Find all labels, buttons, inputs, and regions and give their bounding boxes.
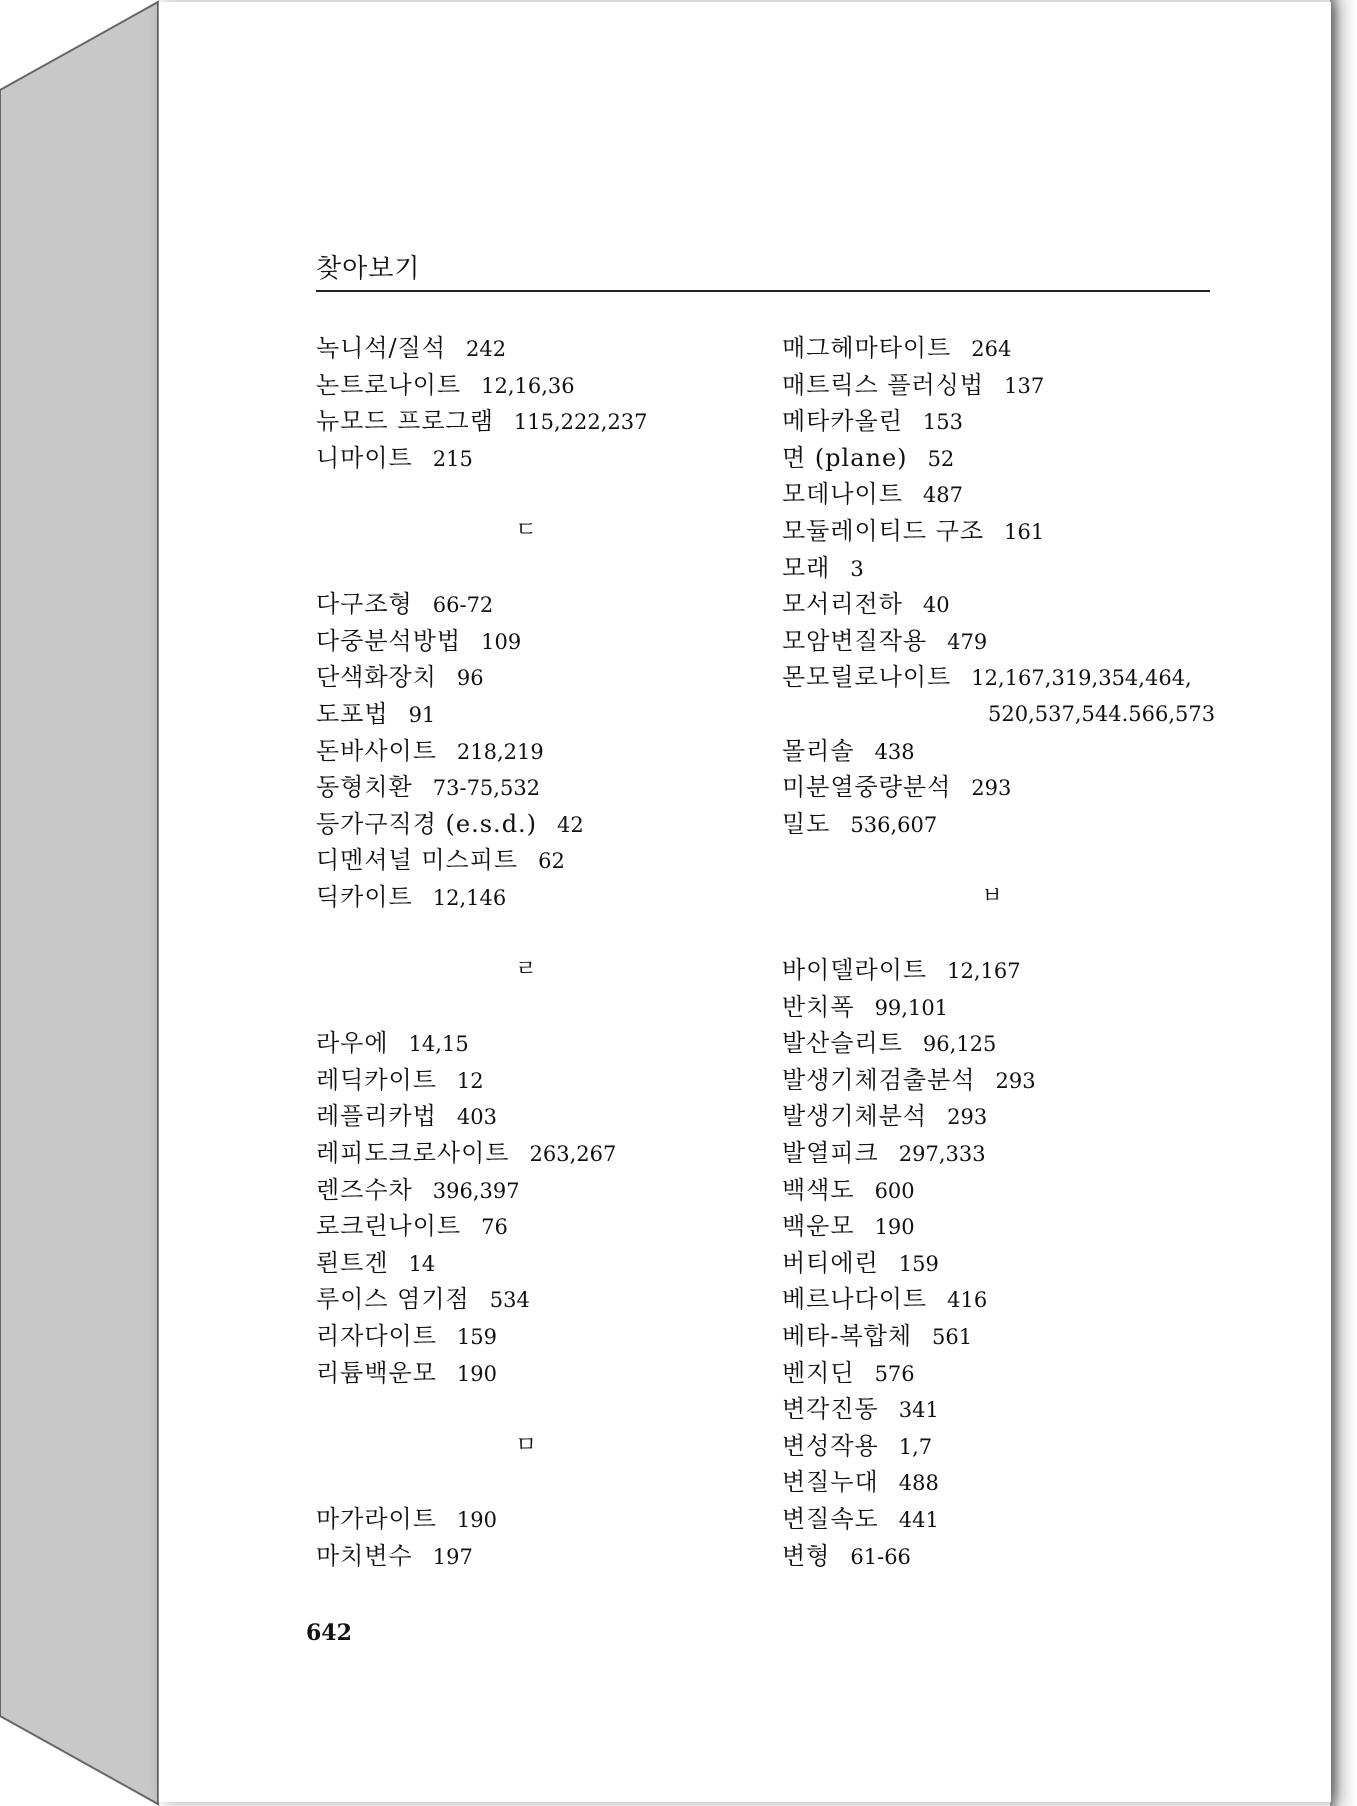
- index-entry: [782, 659, 1222, 696]
- index-page-refs: 190: [456, 1508, 498, 1532]
- index-entry: [316, 623, 746, 660]
- index-term: 모래: [782, 553, 831, 582]
- index-term: 논트로나이트: [316, 370, 462, 399]
- index-entry: [316, 1245, 746, 1282]
- index-page-refs: 341: [898, 1398, 939, 1423]
- index-page-refs: 115,222,237: [513, 410, 648, 435]
- index-entry: [782, 1025, 1222, 1062]
- section-heading-letter: ㅁ: [515, 1432, 537, 1458]
- index-term: 리자다이트: [316, 1322, 437, 1351]
- spacer: [316, 476, 746, 513]
- index-page-refs: 536,607: [850, 812, 938, 837]
- index-page-refs: 96: [456, 666, 484, 691]
- index-term: 메타카올린: [782, 407, 903, 436]
- index-entry: [316, 1538, 746, 1575]
- index-term: 마치변수: [316, 1541, 413, 1570]
- index-entry: [782, 1538, 1222, 1575]
- spacer: [316, 550, 746, 587]
- index-page-refs: 1,7: [898, 1434, 933, 1459]
- index-term: 발생기체분석: [782, 1102, 928, 1131]
- index-term: 등가구직경 (e.s.d.): [316, 809, 538, 838]
- page-number: 642: [306, 1620, 352, 1646]
- index-term: 면 (plane): [782, 443, 908, 472]
- index-entry: [782, 476, 1222, 513]
- index-term: 레피도크로사이트: [316, 1139, 510, 1168]
- index-term: 뉴모드 프로그램: [316, 407, 494, 436]
- index-entry: [782, 440, 1222, 477]
- index-page-refs: 96,125: [922, 1032, 997, 1057]
- index-entry: [782, 1098, 1222, 1135]
- index-term: 도포법: [316, 699, 389, 728]
- index-page-refs: 99,101: [874, 995, 949, 1020]
- index-term: 동형치환: [316, 773, 413, 802]
- index-entry: [316, 769, 746, 806]
- index-page-refs: 42: [557, 812, 584, 837]
- index-entry: [782, 989, 1222, 1026]
- index-page-refs: 76: [481, 1215, 508, 1240]
- index-entry: [782, 1501, 1222, 1538]
- index-page-refs: 403: [456, 1105, 498, 1130]
- index-page-refs: 263,267: [529, 1142, 617, 1167]
- index-page-refs-continued: 520,537,544.566,573: [988, 701, 1216, 726]
- spacer: [316, 1391, 746, 1428]
- index-term: 니마이트: [316, 443, 413, 472]
- index-entry: [316, 1098, 746, 1135]
- index-page-refs: 438: [874, 739, 915, 764]
- index-term: 다구조형: [316, 590, 413, 619]
- index-page-refs: 293: [971, 776, 1012, 801]
- index-term: 발생기체검출분석: [782, 1065, 976, 1094]
- index-entry: [782, 1172, 1222, 1209]
- index-page-refs: 40: [922, 593, 950, 618]
- index-term: 다중분석방법: [316, 626, 462, 655]
- index-entry: [316, 659, 746, 696]
- index-term: 발열피크: [782, 1139, 879, 1168]
- section-heading-letter: ㄹ: [515, 957, 537, 983]
- index-term: 모듈레이티드 구조: [782, 516, 985, 545]
- index-page-refs: 159: [456, 1325, 498, 1350]
- index-term: 돈바사이트: [316, 736, 437, 765]
- index-entry: [782, 1355, 1222, 1392]
- index-column-right: [782, 330, 1222, 1574]
- index-page-refs: 61-66: [850, 1544, 911, 1569]
- index-entry: [316, 1355, 746, 1392]
- index-term: 변성작용: [782, 1431, 879, 1460]
- index-page-refs: 91: [408, 702, 436, 727]
- index-page-refs: 487: [922, 483, 964, 508]
- index-term: 백운모: [782, 1212, 855, 1241]
- index-entry: [316, 696, 746, 733]
- index-entry: [316, 733, 746, 770]
- index-entry: [782, 1428, 1222, 1465]
- index-page-refs: 600: [874, 1178, 915, 1203]
- index-page-refs: 197: [432, 1544, 473, 1569]
- index-page-refs: 159: [898, 1251, 939, 1276]
- header-divider: [316, 290, 1210, 292]
- index-page-refs: 52: [927, 446, 955, 471]
- index-entry: [782, 1318, 1222, 1355]
- index-entry: [782, 367, 1222, 404]
- index-page-refs: 242: [466, 337, 507, 361]
- index-page-refs: 73-75,532: [432, 776, 541, 801]
- index-entry: [782, 952, 1222, 989]
- index-entry: [782, 330, 1222, 367]
- index-entry: [316, 1501, 746, 1538]
- index-page-refs: 297,333: [898, 1142, 986, 1167]
- index-entry: [782, 769, 1222, 806]
- index-term: 반치폭: [782, 992, 855, 1021]
- index-term: 변질속도: [782, 1505, 879, 1533]
- index-entry: [316, 1025, 746, 1062]
- section-heading-letter: ㅂ: [981, 883, 1003, 909]
- index-term: 벤지딘: [782, 1358, 855, 1387]
- section-heading-letter: ㄷ: [515, 517, 537, 543]
- index-entry: [782, 513, 1222, 550]
- index-term: 단색화장치: [316, 663, 437, 692]
- spacer: [316, 989, 746, 1026]
- index-term: 녹니석/질석: [316, 334, 447, 362]
- index-page-refs: 293: [947, 1105, 988, 1130]
- index-page-refs: 190: [456, 1361, 498, 1386]
- index-entry: [316, 1318, 746, 1355]
- index-entry: [316, 1172, 746, 1209]
- index-page-refs: 137: [1004, 373, 1045, 398]
- index-term: 매그헤마타이트: [782, 334, 952, 362]
- index-entry: [316, 1208, 746, 1245]
- spacer: [316, 916, 746, 953]
- index-term: 바이델라이트: [782, 956, 928, 985]
- index-page-refs: 109: [481, 629, 522, 654]
- index-entry: [316, 1062, 746, 1099]
- index-entry: [782, 1135, 1222, 1172]
- index-term: 변질누대: [782, 1468, 879, 1497]
- index-term: 로크린나이트: [316, 1212, 462, 1241]
- index-term: 라우에: [316, 1029, 389, 1058]
- index-entry: [316, 1281, 746, 1318]
- index-page-refs: 561: [932, 1325, 973, 1350]
- index-term: 백색도: [782, 1175, 855, 1204]
- index-entry: [782, 806, 1222, 843]
- index-term: 미분열중량분석: [782, 773, 952, 802]
- index-entry: [316, 367, 746, 404]
- page-title: 찾아보기: [316, 254, 421, 284]
- index-term: 변각진동: [782, 1395, 879, 1424]
- index-term: 모서리전하: [782, 590, 903, 619]
- index-page-refs: 3: [850, 556, 864, 581]
- index-page-refs: 534: [489, 1288, 530, 1313]
- index-entry: [316, 330, 746, 367]
- index-term: 변형: [782, 1541, 831, 1570]
- page-edge-shadow: [1330, 0, 1357, 1806]
- index-entry: [782, 403, 1222, 440]
- index-page-refs: 293: [995, 1068, 1036, 1093]
- book-spine-side: [0, 0, 160, 1806]
- index-term: 렌즈수차: [316, 1175, 413, 1204]
- index-entry: [782, 1208, 1222, 1245]
- index-entry: [316, 806, 746, 843]
- index-page-refs: 479: [947, 629, 988, 654]
- index-page-refs: 218,219: [456, 739, 544, 764]
- index-entry: [782, 1464, 1222, 1501]
- index-page-refs: 396,397: [432, 1178, 520, 1203]
- index-term: 모암변질작용: [782, 626, 928, 655]
- index-page-refs: 190: [874, 1215, 915, 1240]
- index-page-refs: 62: [538, 849, 565, 874]
- index-entry: [316, 879, 746, 916]
- index-entry: [316, 1135, 746, 1172]
- index-entry: [782, 1062, 1222, 1099]
- index-page-refs: 416: [947, 1288, 988, 1313]
- index-entry: [316, 842, 746, 879]
- index-page-refs: 14: [408, 1251, 436, 1276]
- index-term: 뢴트겐: [316, 1248, 389, 1277]
- index-term: 루이스 염기점: [316, 1285, 470, 1314]
- index-page-refs: 66-72: [432, 593, 494, 618]
- index-page-refs: 153: [922, 410, 964, 435]
- index-term: 디멘셔널 미스피트: [316, 846, 519, 875]
- index-term: 리튬백운모: [316, 1358, 437, 1387]
- index-page-refs: 12,167: [947, 959, 1021, 984]
- spacer: [782, 842, 1222, 879]
- index-term: 몰리솔: [782, 736, 855, 765]
- index-entry: [782, 1281, 1222, 1318]
- index-page-refs: 576: [874, 1361, 915, 1386]
- index-term: 발산슬리트: [782, 1029, 903, 1058]
- index-term: 마가라이트: [316, 1505, 437, 1533]
- index-term: 모데나이트: [782, 480, 903, 509]
- index-page-refs: 441: [898, 1508, 939, 1532]
- spacer: [316, 1464, 746, 1501]
- index-entry: [782, 1245, 1222, 1282]
- index-term: 레플리카법: [316, 1102, 437, 1131]
- index-entry: [782, 1391, 1222, 1428]
- index-term: 몬모릴로나이트: [782, 663, 952, 692]
- index-page-refs: 488: [898, 1471, 939, 1496]
- index-term: 밀도: [782, 809, 831, 838]
- index-term: 베르나다이트: [782, 1285, 928, 1314]
- index-page-refs: 12: [456, 1068, 484, 1093]
- index-page-refs: 264: [971, 337, 1012, 361]
- index-page-refs: 161: [1004, 519, 1045, 544]
- index-entry: [782, 623, 1222, 660]
- index-entry: [316, 440, 746, 477]
- index-column-left: [316, 330, 746, 1574]
- index-page-refs: 215: [432, 446, 473, 471]
- index-page-refs: 12,167,319,354,464,: [971, 666, 1192, 691]
- index-entry: [782, 550, 1222, 587]
- index-term: 딕카이트: [316, 882, 413, 911]
- index-entry: [782, 586, 1222, 623]
- index-term: 레딕카이트: [316, 1065, 437, 1094]
- index-term: 매트릭스 플러싱법: [782, 370, 985, 399]
- index-entry: [782, 733, 1222, 770]
- spacer: [782, 916, 1222, 953]
- index-page-refs: 14,15: [408, 1032, 469, 1057]
- index-term: 베타-복합체: [782, 1322, 913, 1351]
- index-term: 버티에린: [782, 1248, 879, 1277]
- index-entry: [316, 586, 746, 623]
- index-page-refs: 12,16,36: [481, 373, 575, 398]
- index-entry: [316, 403, 746, 440]
- index-page-refs: 12,146: [432, 885, 507, 910]
